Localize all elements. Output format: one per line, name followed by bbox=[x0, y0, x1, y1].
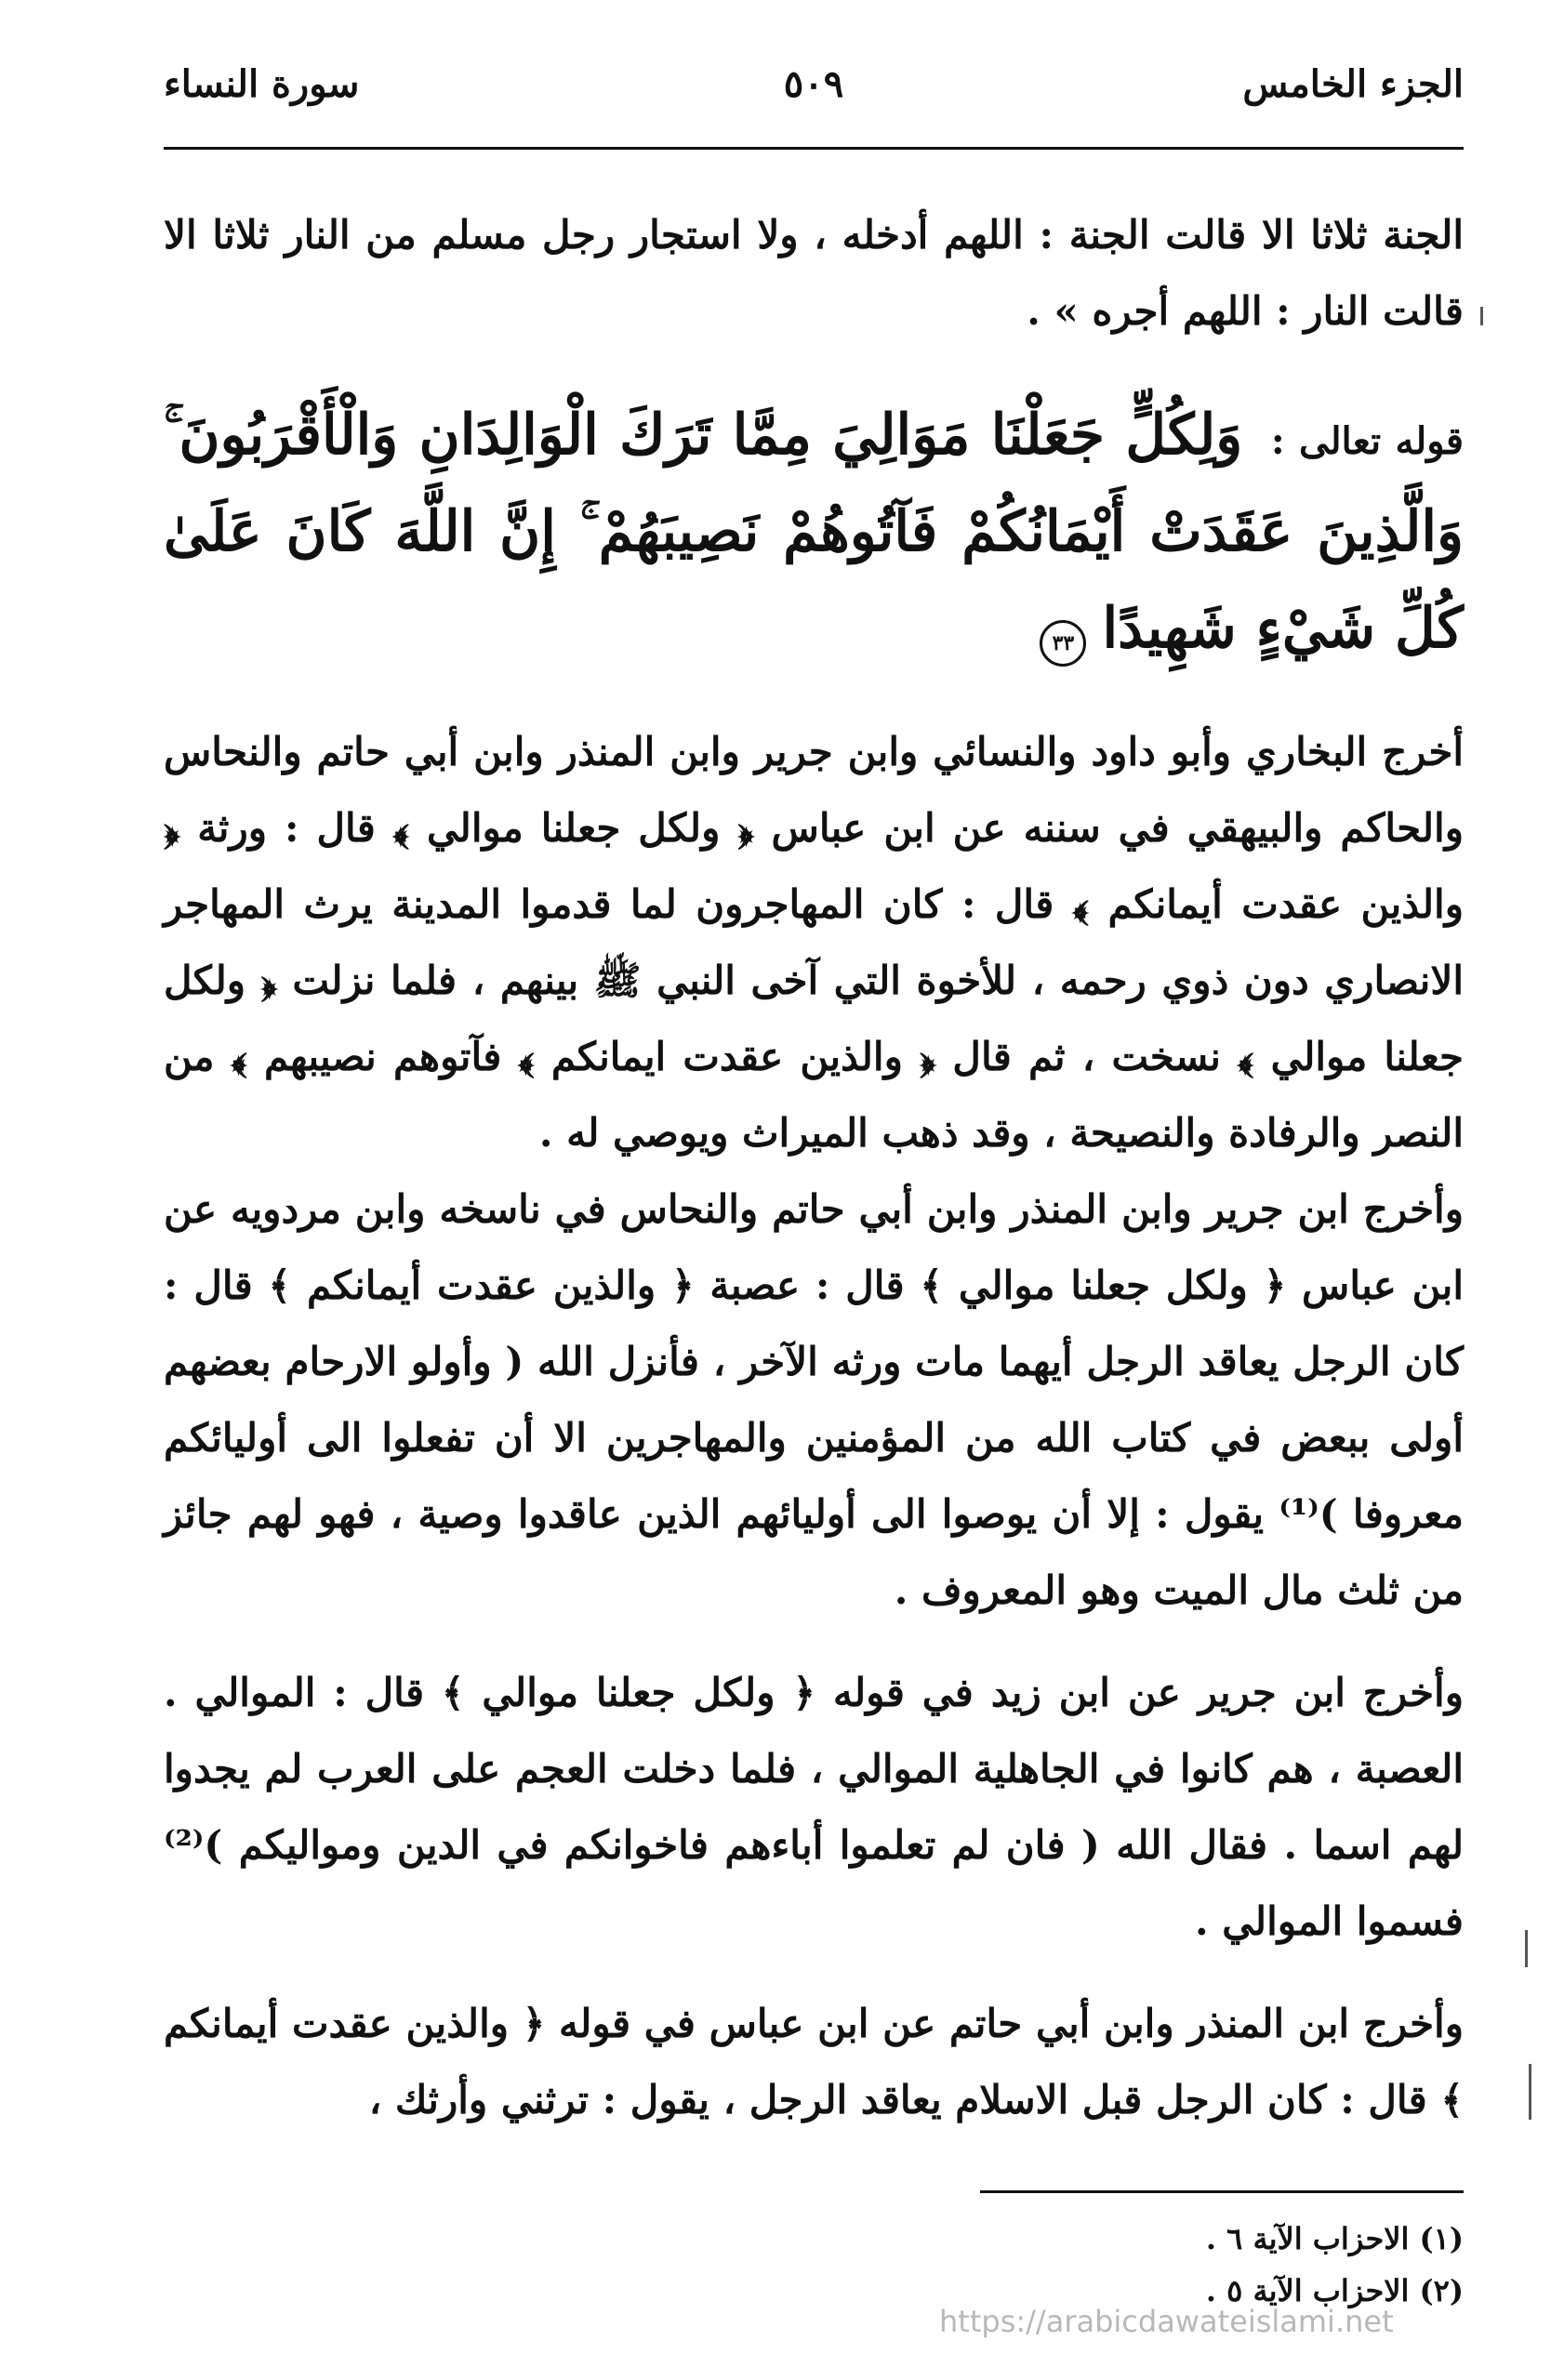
watermark-url: https://arabicdawateislami.net bbox=[939, 2304, 1394, 2339]
ayah-number-marker: ٣٣ bbox=[1040, 620, 1086, 667]
footnotes bbox=[441, 2213, 1464, 2317]
scan-margin-mark bbox=[1525, 1930, 1528, 1967]
header-rule bbox=[164, 147, 1464, 150]
scan-margin-mark bbox=[1529, 2064, 1531, 2120]
commentary-paragraph-3: وأخرج ابن جرير عن ابن زيد في قوله ﴿ ولكل جعلنا موالي ﴾ قال : الموالي . العصبة ، هم كانوا في الجاهلية الموالي ، فلما دخلت العجم على العرب لم يجدوا لهم اسما . فقال الله ( فان لم تعلموا أباءهم فاخوانكم في الدين ومواليكم )⁽²⁾ فسموا الموالي . bbox=[164, 1670, 1464, 1944]
volume-title: الجزء الخامس bbox=[1242, 62, 1464, 106]
footnote-1: (١) الاحزاب الآية ٦ . bbox=[1205, 2221, 1464, 2256]
commentary-paragraph-4: وأخرج ابن المنذر وابن أبي حاتم عن ابن عباس في قوله ﴿ والذين عقدت أيمانكم ﴾ قال : كان الرجل قبل الاسلام يعاقد الرجل ، يقول : ترثني وأرثك ، bbox=[164, 2001, 1464, 2122]
footnote-2: (٢) الاحزاب الآية ٥ . bbox=[1205, 2273, 1464, 2308]
commentary-paragraph-2: وأخرج ابن جرير وابن المنذر وابن أبي حاتم والنحاس في ناسخه وابن مردويه عن ابن عباس ﴿ ولكل جعلنا موالي ﴾ قال : عصبة ﴿ والذين عقدت أيمانكم ﴾ قال : كان الرجل يعاقد الرجل أيهما مات ورثه الآخر ، فأنزل الله ( وأولو الارحام بعضهم أولى ببعض في كتاب الله من المؤمنين والمهاجرين الا أن تفعلوا الى أوليائكم معروفا )⁽¹⁾ يقول : إلا أن يوصوا الى أوليائهم الذين عاقدوا وصية ، فهو لهم جائز من ثلث مال الميت وهو المعروف . bbox=[164, 1186, 1465, 1613]
continuation-paragraph: الجنة ثلاثا الا قالت الجنة : اللهم أدخله ، ولا استجار رجل مسلم من النار ثلاثا الا قالت النار : اللهم أجره » . bbox=[164, 212, 1464, 334]
page-body bbox=[164, 197, 1464, 2138]
page-number: ٥٠٩ bbox=[783, 62, 844, 106]
commentary-paragraph-1: أخرج البخاري وأبو داود والنسائي وابن جرير وابن المنذر وابن أبي حاتم والنحاس والحاكم والبيهقي في سننه عن ابن عباس ﴿ ولكل جعلنا موالي ﴾ قال : ورثة ﴿ والذين عقدت أيمانكم ﴾ قال : كان المهاجرون لما قدموا المدينة يرث المهاجر الانصاري دون ذوي رحمه ، للأخوة التي آخى النبي ﷺ بينهم ، فلما نزلت ﴿ ولكل جعلنا موالي ﴾ نسخت ، ثم قال ﴿ والذين عقدت ايمانكم ﴾ فآتوهم نصيبهم ﴾ من النصر والرفادة والنصيحة ، وقد ذهب الميراث ويوصي له . bbox=[164, 729, 1465, 1156]
verse-intro: قوله تعالى : bbox=[1270, 419, 1464, 463]
quran-verse-block bbox=[164, 387, 1464, 677]
quran-verse: وَلِكُلٍّ جَعَلْنَا مَوَالِيَ مِمَّا تَرَكَ الْوَالِدَانِ وَالْأَقْرَبُونَ ۚ وَالَّذِينَ عَقَدَتْ أَيْمَانُكُمْ فَآتُوهُمْ نَصِيبَهُمْ ۚ إِنَّ اللَّهَ كَانَ عَلَىٰ كُلِّ شَيْءٍ شَهِيدًا bbox=[164, 403, 1464, 661]
surah-title: سورة النساء bbox=[164, 62, 360, 106]
scan-margin-mark bbox=[1480, 307, 1483, 325]
running-header bbox=[164, 52, 1464, 117]
footnote-rule bbox=[980, 2190, 1464, 2193]
